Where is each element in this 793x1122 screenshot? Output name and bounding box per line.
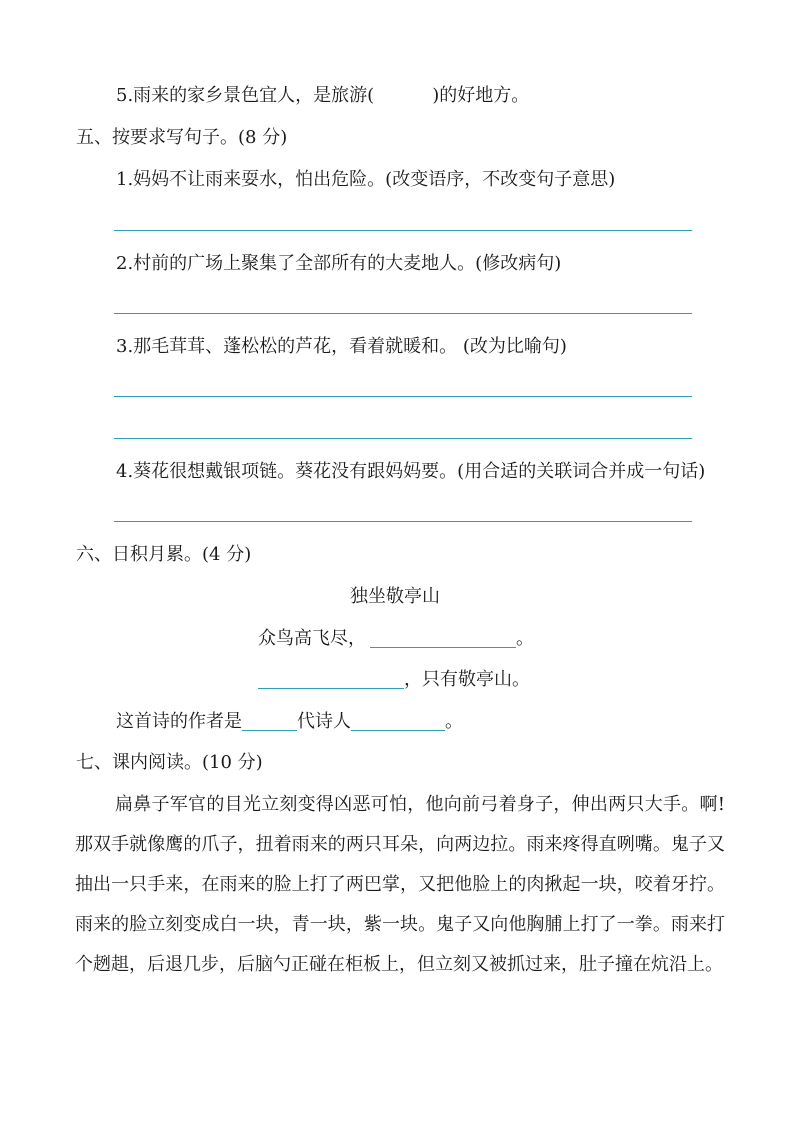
q4-item5-post: )的好地方。 — [432, 85, 530, 106]
section5-heading: 五、按要求写句子。(8 分) — [76, 127, 288, 148]
author-end: 。 — [445, 711, 463, 732]
q5-item3: 3.那毛茸茸、蓬松松的芦花，看着就暖和。 (改为比喻句) — [116, 336, 567, 357]
poem-line-2 — [258, 668, 530, 692]
q5-item2-answer-line[interactable] — [114, 313, 692, 314]
poem-line-1 — [258, 627, 534, 651]
q5-item1-answer-line[interactable] — [114, 230, 692, 231]
author-prefix: 这首诗的作者是 — [116, 711, 242, 732]
poem-line-2-blank[interactable] — [258, 670, 404, 689]
poem-line-1-blank[interactable] — [370, 629, 516, 648]
section7-heading: 七、课内阅读。(10 分) — [76, 752, 263, 773]
poem-line-1-end: 。 — [516, 628, 534, 649]
section6-heading: 六、日积月累。(4 分) — [76, 544, 252, 565]
q5-item3-answer-line-1[interactable] — [114, 396, 692, 397]
dynasty-blank[interactable] — [242, 712, 297, 731]
poem-line-1-text: 众鸟高飞尽， — [258, 628, 366, 649]
q5-item4-answer-line[interactable] — [114, 521, 692, 522]
poem-title: 独坐敬亭山 — [350, 586, 440, 607]
poem-author-question — [116, 710, 463, 734]
reading-passage: 扁鼻子军官的目光立刻变得凶恶可怕，他向前弓着身子，伸出两只大手。啊!那双手就像鹰的爪子，扭着雨来的两只耳朵，向两边拉。雨来疼得直咧嘴。鬼子又抽出一只手来，在雨来的脸上打了两巴掌，又把他脸上的肉揪起一块，咬着牙拧。雨来的脸立刻变成白一块，青一块，紫一块。鬼子又向他胸脯上打了一拳。雨来打个趔趄，后退几步，后脑勺正碰在柜板上，但立刻又被抓过来，肚子撞在炕沿上。 — [75, 794, 725, 975]
q5-item2: 2.村前的广场上聚集了全部所有的大麦地人。(修改病句) — [116, 253, 562, 274]
poet-blank[interactable] — [351, 712, 445, 731]
q4-item5 — [116, 84, 529, 108]
poem-line-2-text: ，只有敬亭山。 — [404, 669, 530, 690]
q4-item5-pre: 5.雨来的家乡景色宜人，是旅游( — [116, 85, 375, 106]
q5-item3-answer-line-2[interactable] — [114, 438, 692, 439]
q5-item4: 4.葵花很想戴银项链。葵花没有跟妈妈要。(用合适的关联词合并成一句话) — [116, 461, 706, 482]
author-mid: 代诗人 — [297, 711, 351, 732]
q5-item1: 1.妈妈不让雨来耍水，怕出危险。(改变语序，不改变句子意思) — [116, 169, 616, 190]
